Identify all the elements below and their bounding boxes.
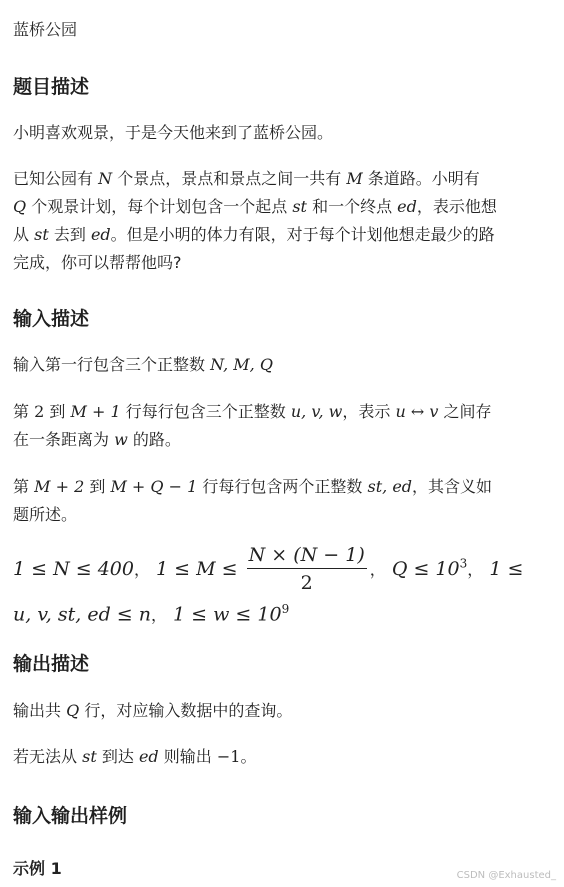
samples-heading: 输入输出样例 <box>13 805 128 827</box>
output-heading: 输出描述 <box>13 653 90 675</box>
input-paragraph-3: 第 M + 2 到 M + Q − 1 行每行包含两个正整数 st, ed，其含义如 题所述。 <box>13 477 493 524</box>
output-paragraph-1: 输出共 Q 行，对应输入数据中的查询。 <box>13 701 293 720</box>
input-paragraph-1: 输入第一行包含三个正整数 N, M, Q <box>13 355 273 374</box>
constraints-line-2: u, v, st, ed ≤ n， $1 \le w \le 10^9$ <box>13 602 290 626</box>
watermark: CSDN @Exhausted_ <box>456 870 556 881</box>
input-heading: 输入描述 <box>13 308 90 330</box>
description-heading: 题目描述 <box>13 76 90 98</box>
example-1-heading: 示例 1 <box>13 859 62 878</box>
input-paragraph-2: 第 2 到 M + 1 行每行包含三个正整数 u, v, w，表示 u ↔ v 之间存 在一条距离为 w 的路。 <box>13 402 492 449</box>
output-paragraph-2: 若无法从 st 到达 ed 则输出 −1。 <box>13 747 257 766</box>
page-title: 蓝桥公园 <box>13 20 78 39</box>
description-paragraph-1: 小明喜欢观景，于是今天他来到了蓝桥公园。 <box>13 123 334 142</box>
constraints-line-1: 1 ≤ N ≤ 400， 1 ≤ M ≤ $\frac{N \times (N - 1)}{2}$ ， $Q \le 10^3$， 1 ≤ <box>13 542 523 597</box>
fraction: $\frac{N \times (N - 1)}{2}$ <box>248 544 365 594</box>
description-paragraph-2: 已知公园有 N 个景点，景点和景点之间一共有 M 条道路。小明有 Q 个观景计划，每个计划包含一个起点 st 和一个终点 ed，表示他想 从 st 去到 ed。但是小明的体力有限，对于每个计划他想走最少的路 完成，你可以帮帮他吗? <box>13 169 497 272</box>
